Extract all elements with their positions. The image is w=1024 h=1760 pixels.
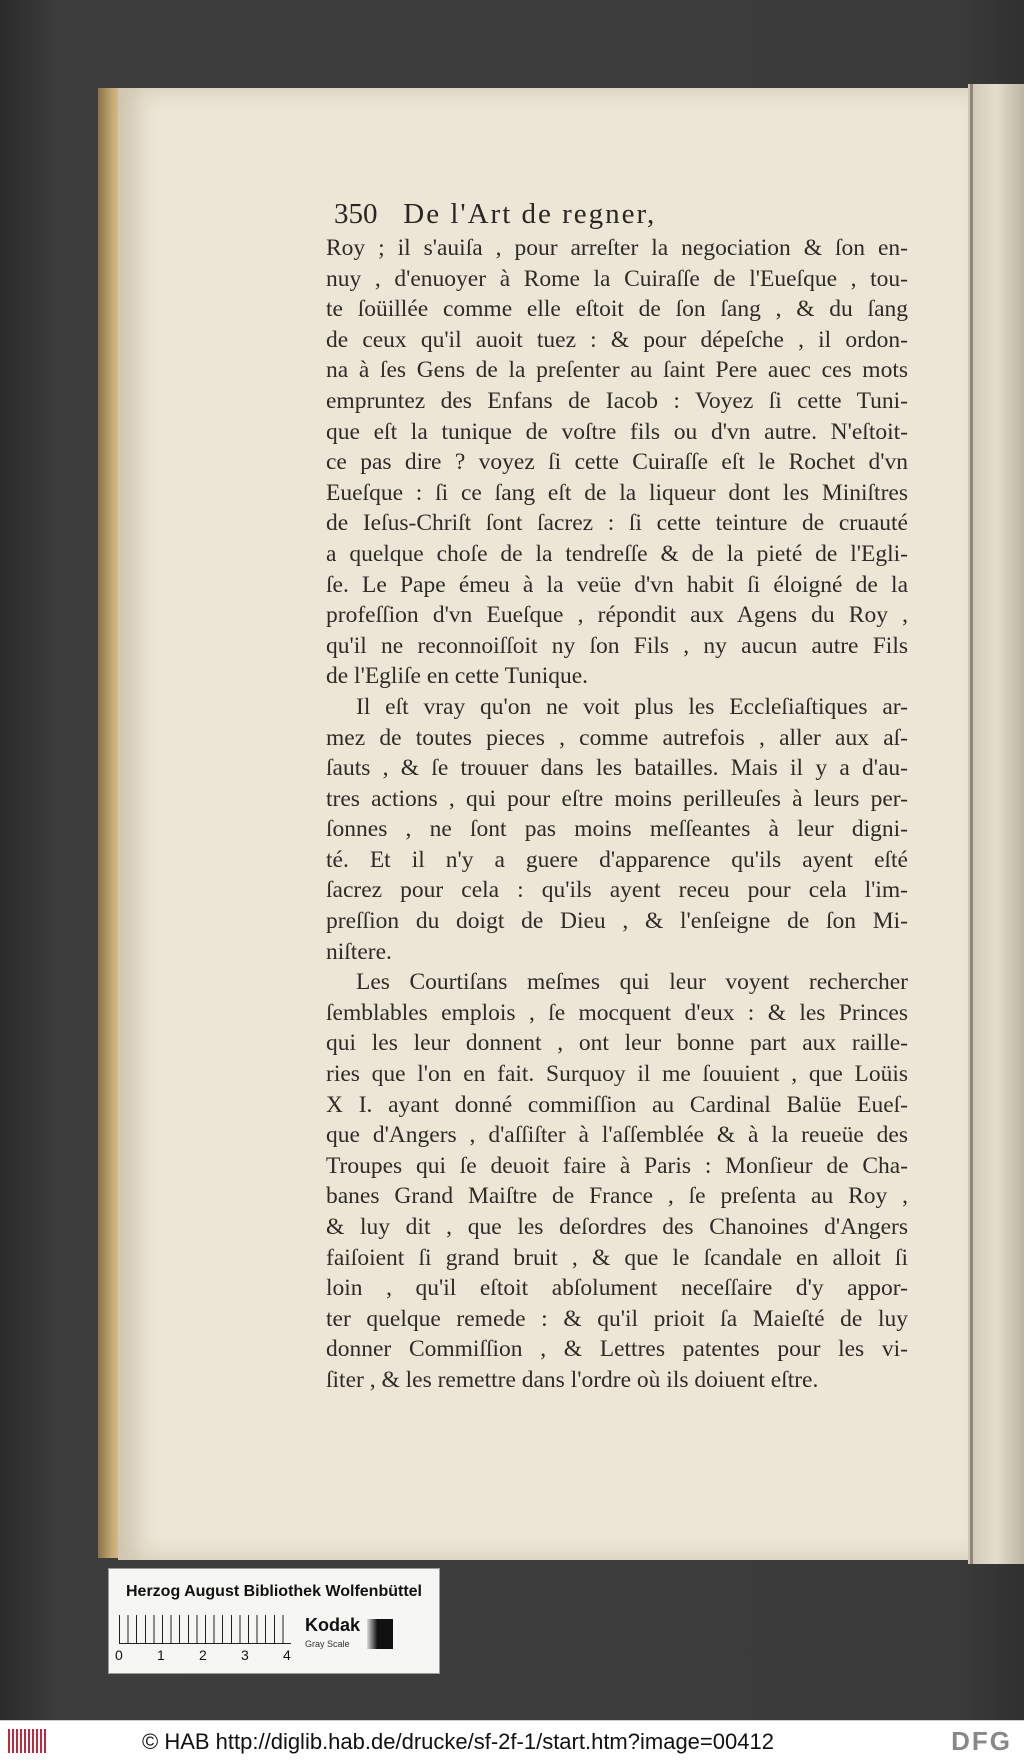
- text-line: Il eſt vray qu'on ne voit plus les Eccleſiaſtiques ar-: [356, 693, 908, 720]
- text-line: loin , qu'il eſtoit abſolument neceſſaire d'y appor-: [326, 1275, 908, 1302]
- text-line: que d'Angers , d'aſſiſter à l'aſſemblée & à la reueüe des: [326, 1122, 908, 1149]
- text-line: té. Et il n'y a guere d'apparence qu'ils ayent eſté: [326, 846, 908, 873]
- dfg-logo[interactable]: DFG: [951, 1726, 1012, 1756]
- text-line: banes Grand Maiſtre de France , ſe preſenta au Roy ,: [326, 1183, 908, 1210]
- institution-label: Herzog August Bibliothek Wolfenbüttel: [126, 1583, 422, 1600]
- gray-patch: [367, 1619, 393, 1649]
- running-header: [334, 198, 924, 231]
- text-line: preſſion du doigt de Dieu , & l'enſeigne de ſon Mi-: [326, 908, 908, 935]
- spine-line: [970, 84, 973, 1564]
- text-line: Les Courtiſans meſmes qui leur voyent rechercher: [356, 969, 908, 996]
- text-line: profeſſion d'vn Eueſque , répondit aux Agens du Roy ,: [326, 602, 908, 629]
- text-line: ce pas dire ? voyez ſi cette Cuiraſſe eſt le Rochet d'vn: [326, 449, 908, 476]
- page-number: 350: [334, 198, 378, 230]
- text-line: qu'il ne reconnoiſſoit ny ſon Fils , ny aucun autre Fils: [326, 632, 908, 659]
- facing-page-edge: [968, 84, 1024, 1564]
- text-line: de Ieſus-Chriſt ſont ſacrez : ſi cette teinture de cruauté: [326, 510, 908, 537]
- text-line: te ſoüillée comme elle eſtoit de ſon ſang , & du ſang: [326, 296, 908, 323]
- text-line: ſacrez pour cela : qu'ils ayent receu pour cela l'im-: [326, 877, 908, 904]
- text-line: Eueſque : ſi ce ſang eſt de la liqueur dont les Miniſtres: [326, 479, 908, 506]
- ruler-number: 0: [115, 1647, 123, 1663]
- text-line: X I. ayant donné commiſſion au Cardinal Balüe Eueſ-: [326, 1091, 908, 1118]
- ruler-scale: [119, 1615, 291, 1644]
- ruler-number: 1: [157, 1647, 165, 1663]
- text-line: ſonnes , ne ſont pas moins meſſeantes à leur digni-: [326, 816, 908, 843]
- text-line: & luy dit , que les deſordres des Chanoines d'Angers: [326, 1214, 908, 1240]
- text-line: ries que l'on en fait. Surquoy il me ſouuient , que Loüis: [326, 1061, 908, 1088]
- text-line: mez de toutes pieces , comme autrefois , aller aux aſ-: [326, 724, 908, 751]
- text-line: de ceux qu'il auoit tuez : & pour dépeſche , il ordon-: [326, 326, 908, 353]
- text-line: ſiter , & les remettre dans l'ordre où ils doiuent eſtre.: [326, 1366, 819, 1393]
- ruler-number: 2: [199, 1647, 207, 1663]
- text-line: Troupes qui ſe deuoit faire à Paris : Monſieur de Cha-: [326, 1152, 908, 1179]
- text-line: nuy , d'enuoyer à Rome la Cuiraſſe de l'Eueſque , tou-: [326, 265, 908, 292]
- text-line: de l'Egliſe en cette Tunique.: [326, 663, 589, 690]
- running-title: De l'Art de regner,: [403, 198, 657, 230]
- text-line: faiſoient ſi grand bruit , & que le ſcandale en alloit ſi: [326, 1244, 908, 1271]
- color-calibration-card: [108, 1568, 440, 1674]
- viewer-footer: [0, 1720, 1024, 1760]
- gray-scale-label: Gray Scale: [305, 1639, 350, 1649]
- text-line: ſemblables emplois , ſe mocquent d'eux : & les Princes: [326, 999, 908, 1026]
- text-line: Roy ; il s'auiſa , pour arreſter la negociation & ſon en-: [326, 235, 908, 261]
- kodak-logo: Kodak: [305, 1615, 361, 1635]
- text-line: ter quelque remede : & qu'il prioit ſa Maieſté de luy: [326, 1305, 908, 1332]
- text-line: tres actions , qui pour eſtre moins perilleuſes à leurs per-: [326, 785, 908, 812]
- text-line: empruntez des Enfans de Iacob : Voyez ſi cette Tuni-: [326, 387, 908, 414]
- hab-logo-icon[interactable]: [8, 1729, 48, 1753]
- text-line: ſauts , & ſe trouuer dans les batailles. Mais il y a d'au-: [326, 755, 908, 782]
- text-line: niſtere.: [326, 938, 392, 965]
- text-line: que eſt la tunique de voſtre fils ou d'vn autre. N'eſtoit-: [326, 418, 908, 445]
- text-line: ſe. Le Pape émeu à la veüe d'vn habit ſi éloigné de la: [326, 571, 908, 598]
- page-body-text: [326, 233, 908, 1396]
- ruler-number: 3: [241, 1647, 249, 1663]
- text-line: a quelque choſe de la tendreſſe & de la pieté de l'Egli-: [326, 540, 908, 567]
- text-line: donner Commiſſion , & Lettres patentes pour les vi-: [326, 1336, 908, 1363]
- copyright-link[interactable]: © HAB http://diglib.hab.de/drucke/sf-2f-1/start.htm?image=00412: [142, 1729, 774, 1754]
- text-line: qui les leur donnent , ont leur bonne part aux raille-: [326, 1030, 908, 1057]
- ruler-number: 4: [283, 1647, 291, 1663]
- text-line: na à ſes Gens de la preſenter au ſaint Pere auec ces mots: [326, 357, 908, 384]
